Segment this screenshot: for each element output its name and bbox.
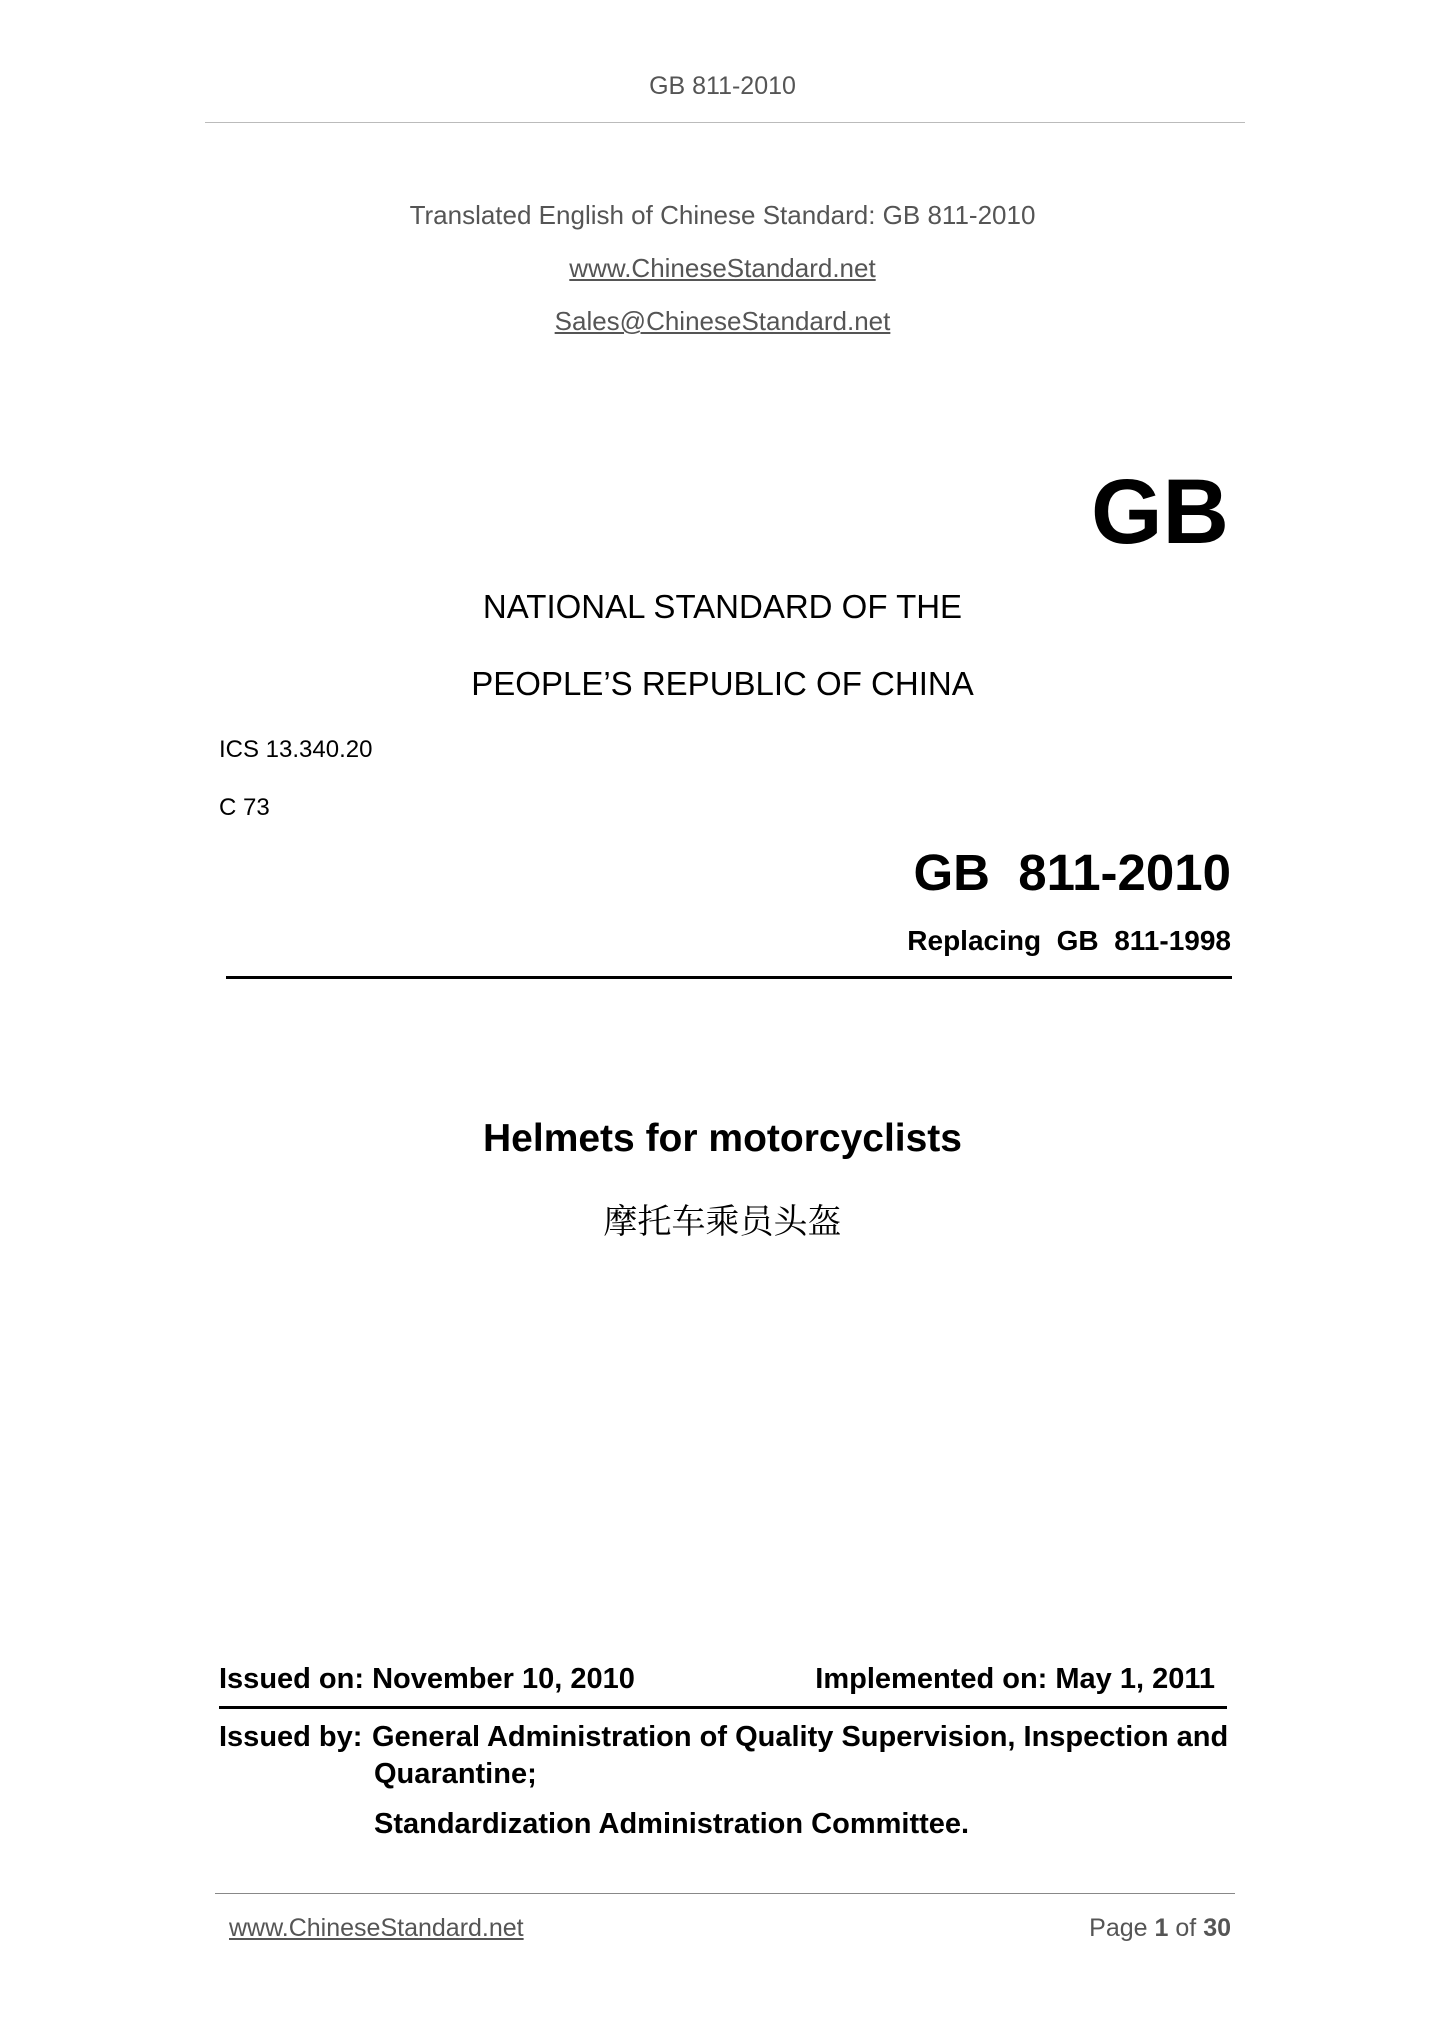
document-title-chinese: 摩托车乘员头盔 xyxy=(603,1202,842,1242)
standard-number: GB 811-2010 xyxy=(913,844,1231,901)
replacing-note: Replacing GB 811-1998 xyxy=(907,925,1231,956)
website-link-container xyxy=(0,253,1445,284)
gb-logo: GB xyxy=(1091,461,1229,563)
footer-divider xyxy=(215,1893,1235,1894)
issued-by-label: Issued by: xyxy=(219,1721,363,1753)
ccs-code: C 73 xyxy=(219,794,270,821)
page-total: 30 xyxy=(1203,1914,1231,1942)
issuer-line-3: Standardization Administration Committee. xyxy=(374,1808,970,1840)
implemented-on-date: Implemented on: May 1, 2011 xyxy=(815,1663,1215,1695)
page-label: Page xyxy=(1089,1914,1148,1942)
issuer-line-1: General Administration of Quality Supervision, Inspection and xyxy=(372,1721,1229,1753)
footer-website-link[interactable]: www.ChineseStandard.net xyxy=(229,1914,524,1942)
standard-rule xyxy=(226,976,1232,979)
issued-on-date: Issued on: November 10, 2010 xyxy=(219,1663,635,1695)
footer-website-container xyxy=(229,1914,524,1943)
dates-rule xyxy=(219,1706,1227,1709)
page-of: of xyxy=(1175,1914,1197,1942)
website-link[interactable]: www.ChineseStandard.net xyxy=(569,253,876,283)
email-link-container xyxy=(0,306,1445,337)
issuer-line-2: Quarantine; xyxy=(374,1758,537,1790)
title-line-1: NATIONAL STANDARD OF THE xyxy=(482,588,963,625)
translated-line: Translated English of Chinese Standard: GB 811-2010 xyxy=(409,200,1036,230)
page-current: 1 xyxy=(1154,1914,1169,1942)
page-indicator xyxy=(1089,1914,1231,1943)
document-title-english: Helmets for motorcyclists xyxy=(483,1117,962,1160)
header-divider xyxy=(205,122,1245,123)
title-line-2: PEOPLE’S REPUBLIC OF CHINA xyxy=(471,665,974,702)
email-link[interactable]: Sales@ChineseStandard.net xyxy=(554,306,891,336)
ics-code: ICS 13.340.20 xyxy=(219,736,373,763)
running-header: GB 811-2010 xyxy=(649,72,796,100)
